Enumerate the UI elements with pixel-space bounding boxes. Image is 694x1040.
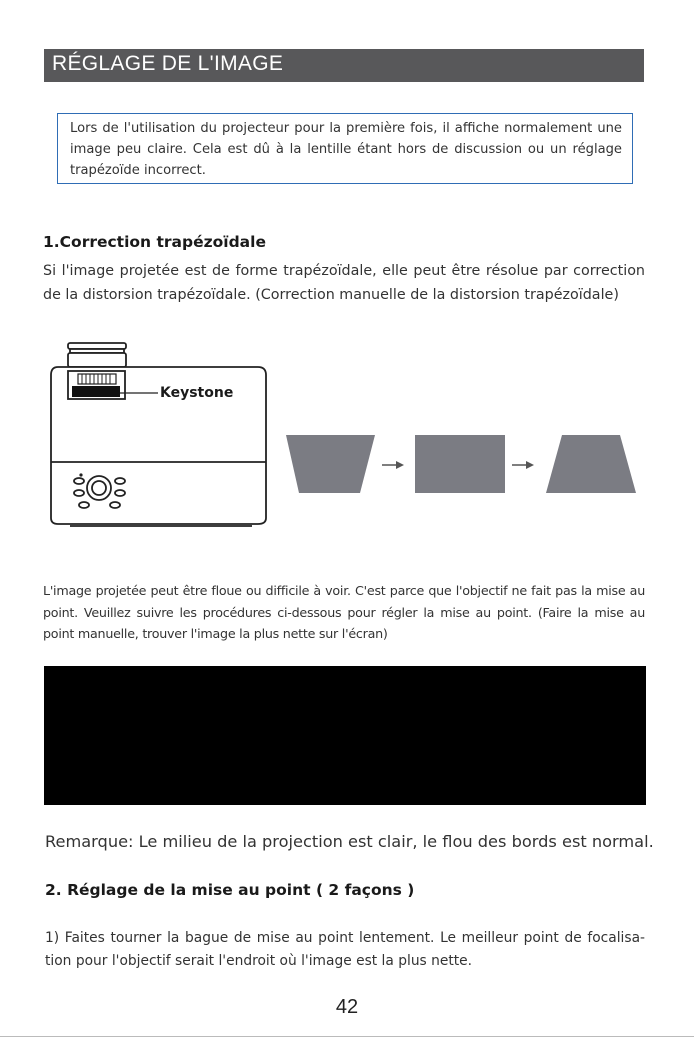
projector-icon [51, 343, 266, 526]
remark-text: Remarque: Le milieu de la projection est clair, le flou des bords est normal. [45, 832, 654, 851]
intro-note-text: Lors de l'utilisation du projecteur pour la première fois, il affiche normalement une image peu claire. Cela est dû à la lentille étant hors de discussion ou un réglage trapézoïde incorrect. [70, 121, 622, 178]
trapezoid-wide-top [286, 435, 375, 493]
bottom-divider [0, 1036, 694, 1037]
keystone-label: Keystone [160, 385, 234, 401]
intro-note-box [57, 113, 633, 184]
section2-title: 2. Réglage de la mise au point ( 2 façons ) [45, 881, 415, 899]
black-image-panel [44, 666, 646, 805]
corrected-rectangle [415, 435, 505, 493]
page-number: 42 [335, 996, 359, 1018]
section2-step1: 1) Faites tourner la bague de mise au point lentement. Le meilleur point de focalisa-tion pour l'objectif serait l'endroit où l'image est la plus nette. [45, 930, 645, 969]
page-title: RÉGLAGE DE L'IMAGE [52, 52, 284, 75]
focus-intro-text: L'image projetée peut être floue ou difficile à voir. C'est parce que l'objectif ne fait pas la mise au point. Veuillez suivre les procédures ci-dessous pour régler la mise au point. (Faire la mise au point manuelle, trouver l'image la plus nette sur l'écran) [43, 583, 645, 641]
keystone-diagram [0, 330, 694, 540]
section1-title: 1.Correction trapézoïdale [43, 233, 266, 251]
arrow-right-icon [382, 461, 404, 469]
trapezoid-wide-bottom [546, 435, 636, 493]
section-header-bar [44, 49, 644, 82]
keystone-illustration [0, 330, 694, 540]
section1-body: Si l'image projetée est de forme trapézoïdale, elle peut être résolue par correction de la distorsion trapézoïdale. (Correction manuelle de la distorsion trapézoïdale) [43, 263, 645, 303]
arrow-right-icon [512, 461, 534, 469]
